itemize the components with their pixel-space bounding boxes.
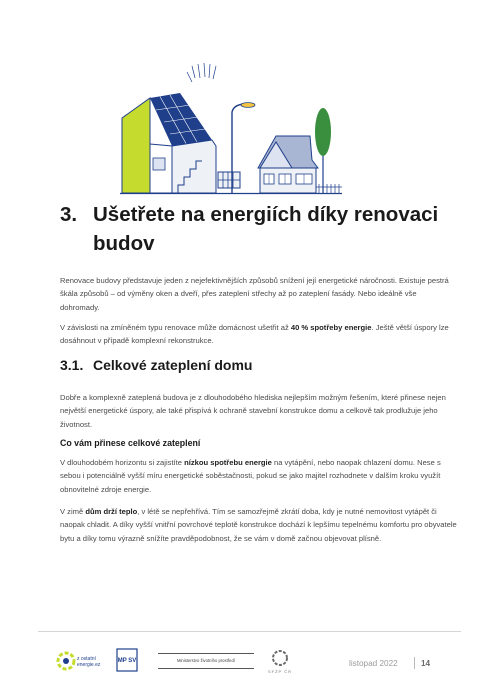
ministry-label: Ministerstvo životního prostředí [177, 658, 235, 663]
sfzp-caption: SFŽP ČR [267, 669, 293, 674]
footer-divider [38, 631, 461, 632]
chapter-number: 3. [60, 203, 78, 226]
lamp-head [241, 103, 255, 108]
subheading: Co vám přinese celkové zateplení [60, 438, 201, 448]
sfzp-ring-icon [268, 648, 292, 668]
chapter-title: Ušetřete na energiích díky renovaci budov [93, 203, 439, 255]
intro-paragraph-2 [60, 321, 458, 348]
logo1-line1: z ostatní [77, 656, 96, 662]
picket-fence [316, 184, 342, 193]
p3-text: V dlouhodobém horizontu si zajistíte [60, 458, 185, 467]
house-renovation-illustration [120, 60, 350, 195]
benefit-paragraph-1 [60, 456, 458, 496]
energy-program-logo [56, 648, 108, 674]
footer-separator [414, 657, 415, 669]
logo1-line2: energie.ez [77, 662, 101, 668]
p4-text-end: , v létě se nepřehřívá. Tím se samozřejmě zkrátí doba, kdy je nutné nemovitost vytápět či naopak chladit. A díky vyšší vnitřní povrchové teplotě konstrukce dochází k lepšímu tepelnému komfortu pro obyvatele bytu a díky tomu výrazně snížíte pravděpodobnost, že se vám v domě začnou objevovat plísně. [60, 507, 457, 543]
p4-bold: dům drží teplo [85, 507, 138, 516]
section-paragraph: Dobře a komplexně zateplená budova je z dlouhodobého hlediska nejlepším možným řešením, které přinese nejen největší energetické úspory, ale také přispívá k ochraně stavební konstrukce domu a celkově tak prodlužuje jeho životnost. [60, 393, 446, 429]
sun-rays [187, 63, 216, 82]
page-number: 14 [421, 659, 431, 668]
ministry-environment-logo [158, 650, 254, 672]
tree-crown [315, 108, 331, 156]
footer-date: listopad 2022 [349, 659, 398, 668]
section-number: 3.1. [60, 357, 84, 373]
intro-p2-text-end: . Ještě větší úspory lze dosáhnout v případě komplexní rekonstrukce. [60, 323, 449, 346]
window [153, 158, 165, 170]
benefit-paragraph-2 [60, 505, 458, 545]
green-wall [122, 98, 150, 193]
section-title: Celkové zateplení domu [93, 357, 253, 373]
section-heading [60, 357, 252, 373]
p3-text-end: na vytápění, nebo naopak chlazení domu. Nese s sebou i potenciálně vyšší míru energetické soběstačnosti, pokud se jako majitel rozhodnete v dalším kroku využít obnovitelné zdroje energie. [60, 458, 441, 494]
intro-p2-text: V závislosti na zmíněném typu renovace může domácnost ušetřit až [60, 323, 291, 332]
p3-bold: nízkou spotřebu energie [184, 458, 272, 467]
logo2-text: MP SV [117, 658, 137, 664]
intro-paragraph-1: Renovace budovy představuje jeden z nejefektivnějších způsobů snížení její energetické náročnosti. Existuje pestrá škála způsobů – od výměny oken a dveří, přes zateplení střechy až po zateplení fasády. Nebo ideálně vše dohromady. [60, 276, 449, 312]
intro-p2-bold: 40 % spotřeby energie [290, 323, 372, 332]
chapter-heading [60, 200, 460, 258]
ministry-top-rule [158, 653, 254, 654]
ministry-bottom-rule [158, 668, 254, 669]
ministry-labour-logo [116, 648, 138, 672]
p4-text: V zimě [60, 507, 86, 516]
sfzp-logo [268, 648, 292, 674]
